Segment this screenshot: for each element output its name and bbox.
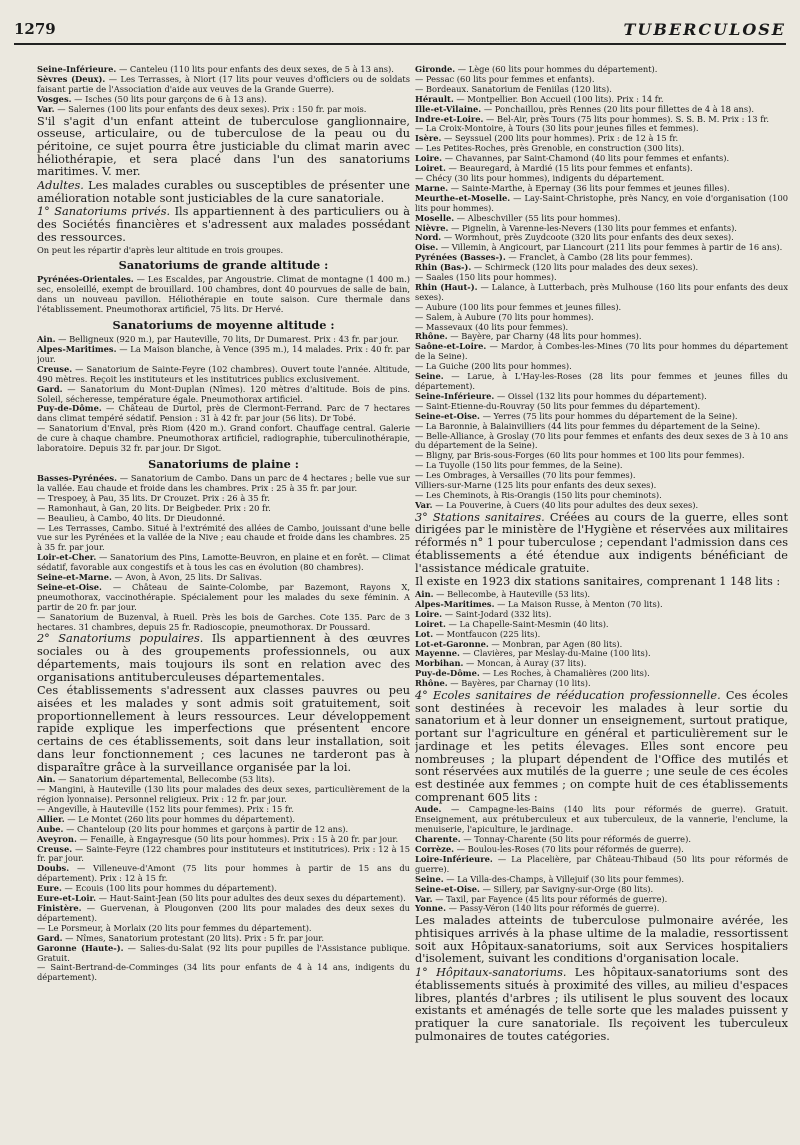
directory-entry <box>37 904 410 924</box>
entry-text: — Seyssuel (200 lits pour hommes). Prix : de 12 à 15 fr. <box>441 133 679 144</box>
lead-paragraph <box>37 180 410 205</box>
directory-entry <box>37 365 410 385</box>
department-name: Basses-Pyrénées. <box>37 472 117 483</box>
entry-text: — Montpellier. Bon Accueil (100 lits). Prix : 14 fr. <box>453 93 664 104</box>
entry-text: — Sanatorium départemental, Bellecombe (53 lits). <box>55 774 275 785</box>
lead-paragraph <box>415 967 788 1043</box>
entry-text: — Belligneux (920 m.), par Hauteville, 70 lits, Dr Dumarest. Prix : 43 fr. par jour. <box>55 334 399 345</box>
sub-entry: — Le Porsmeur, à Morlaix (20 lits pour femmes du département). <box>37 922 312 933</box>
sub-entry: — La Guiche (200 lits pour hommes). <box>415 361 572 372</box>
department-name: Creuse. <box>37 843 73 854</box>
department-name: Var. <box>415 893 433 904</box>
entry-text: — Château de Sainte-Colombe, par Bazemont, Rayons X, pneumothorax, vaccinothérapie. Spécialement pour les malades du sexe féminin. A partir de 20 fr. par jour. <box>37 581 410 612</box>
entry-text: — Moncan, à Auray (37 lits). <box>463 658 587 669</box>
directory-entry <box>415 501 788 511</box>
section-heading: Sanatoriums de grande altitude : <box>118 258 329 273</box>
department-name: Puy-de-Dôme. <box>37 403 102 414</box>
entry-text: — Salies-du-Salat (92 lits pour pupilles de l'Assistance publique. Gratuit. <box>37 942 410 963</box>
department-name: Marne. <box>415 182 449 193</box>
entry-text: — Sainte-Marthe, à Epernay (36 lits pour femmes et jeunes filles). <box>448 182 730 193</box>
department-name: Rhône. <box>415 331 448 342</box>
entry-text: — Bellecombe, à Hauteville (53 lits). <box>433 589 591 599</box>
department-name: Loiret. <box>415 618 446 629</box>
directory-entry <box>37 944 410 964</box>
department-name: Mayenne. <box>415 648 460 659</box>
entry-text: — La Pouverine, à Cuers (40 lits pour adultes des deux sexes). <box>432 499 699 510</box>
department-name: Eure. <box>37 883 62 894</box>
entry-text: — Sanatorium de Cambo. Dans un parc de 4 hectares ; belle vue sur la vallée. Eau chaude et froide dans les chambres. Prix : 25 à 35 fr. par jour. <box>37 472 410 493</box>
paragraph: On peut les répartir d'après leur altitude en trois groupes. <box>37 244 284 255</box>
directory-entry <box>415 805 788 835</box>
sub-entry: — Pessac (60 lits pour femmes et enfants). <box>415 73 595 84</box>
lead-text: Ils appartiennent à des particuliers ou à des Sociétés financières et s'adressent aux malades possédant des ressources. <box>37 205 410 244</box>
sub-entry: — Les Terrasses, Cambo. Situé à l'extrémité des allées de Cambo, jouissant d'une belle vue sur les Pyrénées et la vallée de la Nive ; eau chaude et froide dans les chambres. 25 à 35 fr. par jour. <box>37 522 410 553</box>
entry-text: — Ecouis (100 lits pour hommes du département). <box>61 883 277 894</box>
entry-text: — Les Escaldes, par Angoustrie. Climat de montagne (1 400 m.) sec, ensoleillé, exempt de brouillard. 100 chambres, dont 40 pourvues de salle de bain, dans un nouveau pavillon. Héliothérapie en toute saison. Cure thermale dans l'établissement. Pneumothorax artificiel, 75 lits. Dr Hervé. <box>37 274 410 315</box>
department-name: Yonne. <box>415 903 446 914</box>
entry-text: — Franclet, à Cambo (28 lits pour femmes). <box>505 252 693 263</box>
lead-term: 2° Sanatoriums populaires. <box>37 632 204 646</box>
department-name: Indre-et-Loire. <box>415 113 484 124</box>
sub-entry: — Salem, à Aubure (70 lits pour hommes). <box>415 311 594 322</box>
section-heading: Sanatoriums de moyenne altitude : <box>112 318 335 333</box>
entry-text: — Lège (60 lits pour hommes du département). <box>455 65 658 74</box>
lead-text: Créées au cours de la guerre, elles sont dirigées par le ministère de l'Hygiène et réservées aux militaires réformés n° 1 pour tuberculose ; cependant l'admission dans ces établissements a été étendue aux indigents bénéficiant de l'assistance médicale gratuite. <box>415 510 788 575</box>
entry-text: — Sanatorium des Pins, Lamotte-Beuvron, en plaine et en forêt. — Climat sédatif, favorable aux congestifs et à tous les cas en évolution (80 chambres). <box>37 552 410 573</box>
directory-entry <box>415 679 788 689</box>
department-name: Seine-Inférieure. <box>37 65 117 74</box>
entry-text: — Avon, à Avon, 25 lits. Dr Salivas. <box>111 572 263 583</box>
department-name: Garonne (Haute-). <box>37 942 124 953</box>
department-name: Charente. <box>415 834 461 845</box>
sub-entry: — Bordeaux. Sanatorium de Feniilas (120 lits). <box>415 83 612 94</box>
entry-text: — Pignelin, à Varenne-les-Nevers (130 lits pour femmes et enfants). <box>448 222 737 233</box>
department-name: Doubs. <box>37 863 70 874</box>
department-name: Seine. <box>415 371 444 382</box>
sub-entry: — Chécy (30 lits pour hommes), indigents du département. <box>415 172 665 183</box>
directory-entry <box>37 845 410 865</box>
sub-entry: — Massevaux (40 lits pour femmes). <box>415 321 569 332</box>
department-name: Rhin (Bas-). <box>415 262 472 273</box>
entry-text: — Château de Durtol, près de Clermont-Ferrand. Parc de 7 hectares dans climat tempéré sédatif. Pension : 31 à 42 fr. par jour (56 lits). Dr Tobé. <box>37 403 410 424</box>
department-name: Ain. <box>37 774 56 785</box>
directory-entry <box>37 553 410 573</box>
department-name: Pyrénées-Orientales. <box>37 274 134 285</box>
section-heading: Sanatoriums de plaine : <box>148 456 299 471</box>
entry-text: — Lalance, à Lutterbach, près Mulhouse (160 lits pour enfants des deux sexes). <box>415 281 788 302</box>
department-name: Saône-et-Loire. <box>415 341 487 352</box>
directory-entry <box>37 404 410 424</box>
entry-text: — Yerres (75 lits pour hommes du département de la Seine). <box>479 410 738 421</box>
department-name: Isère. <box>415 133 442 144</box>
lead-paragraph <box>37 206 410 244</box>
department-name: Puy-de-Dôme. <box>415 668 480 679</box>
directory-entry <box>415 904 788 914</box>
department-name: Eure-et-Loir. <box>37 893 97 904</box>
entry-text: — Ponchaillou, près Rennes (20 lits pour fillettes de 4 à 18 ans). <box>481 103 755 114</box>
lead-paragraph <box>37 685 410 774</box>
sub-entry: — Sanatorium d'Enval, près Riom (420 m.). Grand confort. Chauffage central. Galerie de cure à chaque chambre. Pneumothorax artificiel, radiographie, tuberculinothérapie, laboratoire. Depuis 32 fr. par jour. Dr Sigot. <box>37 423 410 454</box>
department-name: Seine-Inférieure. <box>415 390 495 401</box>
department-name: Nord. <box>415 232 442 243</box>
department-name: Nièvre. <box>415 222 449 233</box>
directory-entry <box>415 342 788 362</box>
entry-text: — Schirmeck (120 lits pour malades des deux sexes). <box>471 262 699 273</box>
directory-entry <box>37 864 410 884</box>
directory-entry <box>415 194 788 214</box>
department-name: Loire-Inférieure. <box>415 853 493 864</box>
entry-text: — Passy-Véron (140 lits pour réformés de guerre). <box>445 903 660 914</box>
entry-text: — Clavières, par Meslay-du-Maine (100 lits). <box>459 648 651 659</box>
department-name: Corrèze. <box>415 844 455 855</box>
lead-paragraph <box>415 915 788 966</box>
department-name: Ain. <box>415 589 434 599</box>
entry-text: — La Placelière, par Château-Thibaud (50 lits pour réformés de guerre). <box>415 853 788 874</box>
sub-entry: — Mangini, à Hauteville (130 lits pour malades des deux sexes, particulièrement de la région lyonnaise). Personnel religieux. Prix : 12 fr. par jour. <box>37 784 410 805</box>
entry-text: — Bel-Air, près Tours (75 lits pour hommes). S. S. B. M. Prix : 13 fr. <box>483 113 769 124</box>
sub-entry: — Saint-Etienne-du-Rouvray (50 lits pour femmes du département). <box>415 400 701 411</box>
entry-text: — Sanatorium du Mont-Duplan (Nîmes). 120 mètres d'altitude. Bois de pins. Soleil, sécheresse, température égale. Pneumothorax artificiel. <box>37 383 410 404</box>
department-name: Aube. <box>37 823 64 834</box>
sub-entry: — Saales (150 lits pour hommes). <box>415 272 557 283</box>
department-name: Meurthe-et-Moselle. <box>415 192 511 203</box>
department-name: Alpes-Maritimes. <box>415 598 495 609</box>
department-name: Morbihan. <box>415 658 464 669</box>
department-name: Lot. <box>415 628 434 639</box>
sub-entry: — Angeville, à Hauteville (152 lits pour femmes). Prix : 15 fr. <box>37 803 294 814</box>
sub-entry: — Sanatorium de Buzenval, à Rueil. Près les bois de Garches. Cote 135. Parc de 3 hectares. 31 chambres, depuis 25 fr. Radioscopie, pneumothorax. Dr Poussard. <box>37 611 410 632</box>
sub-entry: — Saint-Bertrand-de-Comminges (34 lits pour enfants de 4 à 14 ans, indigents du département). <box>37 962 410 983</box>
sub-entry: — Beaulieu, à Cambo, 40 lits. Dr Dieudonné. <box>37 512 226 523</box>
entry-text: — La Maison Russe, à Menton (70 lits). <box>494 598 663 609</box>
entry-text: — Larue, à L'Hay-les-Roses (28 lits pour femmes et jeunes filles du département). <box>415 371 788 391</box>
sub-entry: — Ramonhaut, à Gan, 20 lits. Dr Beigbeder. Prix : 20 fr. <box>37 502 271 513</box>
sub-entry: — Bligny, par Bris-sous-Forges (60 lits pour hommes et 100 lits pour femmes). <box>415 450 745 461</box>
sub-entry: — Les Cheminots, à Ris-Orangis (150 lits pour cheminots). <box>415 489 662 500</box>
department-name: Var. <box>415 499 433 510</box>
entry-text: — Villemin, à Angicourt, par Liancourt (211 lits pour femmes à partir de 16 ans). <box>438 242 783 253</box>
entry-text: — Saint-Jodard (332 lits). <box>442 608 552 619</box>
directory-entry <box>37 385 410 405</box>
lead-term: 4° Ecoles sanitaires de rééducation professionnelle. <box>415 689 721 703</box>
entry-text: — Chavannes, par Saint-Chamond (40 lits pour femmes et enfants). <box>442 153 730 164</box>
entry-text: — Haut-Saint-Jean (50 lits pour adultes des deux sexes du département). <box>96 893 406 904</box>
page-number: 1279 <box>14 20 56 38</box>
department-name: Ain. <box>37 334 56 345</box>
entry-text: — Taxil, par Fayence (45 lits pour réformés de guerre). <box>432 893 668 904</box>
entry-text: — Le Montet (260 lits pour hommes du département). <box>64 813 296 824</box>
sub-entry: — La Tuyolle (150 lits pour femmes, de la Seine). <box>415 460 623 471</box>
sub-entry: — Trespoey, à Pau, 35 lits. Dr Crouzet. Prix : 26 à 35 fr. <box>37 492 270 503</box>
department-name: Creuse. <box>37 363 73 374</box>
entry-text: — Montfaucon (225 lits). <box>433 628 541 639</box>
directory-entry <box>37 275 410 315</box>
entry-text: — Fenaille, à Engayresque (50 lits pour hommes). Prix : 15 à 20 fr. par jour. <box>76 833 399 844</box>
department-name: Finistère. <box>37 902 82 913</box>
lead-paragraph <box>37 633 410 684</box>
entry-text: — Canteleu (110 lits pour enfants des deux sexes, de 5 à 13 ans). <box>116 65 394 74</box>
entry-text: — Les Terrasses, à Niort (17 lits pour veuves d'officiers ou de soldats faisant partie de l'Association d'aide aux veuves de la Grande Guerre). <box>37 73 410 94</box>
entry-text: — Sillery, par Savigny-sur-Orge (80 lits). <box>479 883 654 894</box>
right-column <box>415 65 788 1139</box>
entry-text: — Isches (50 lits pour garçons de 6 à 13 ans). <box>71 93 267 104</box>
lead-text: Ils appartiennent à des œuvres sociales ou à des groupements professionnels, ou aux départements, mais toujours ils sont en relation avec des organisations antituberculeuses départementales. <box>37 632 410 684</box>
running-title: TUBERCULOSE <box>623 20 786 39</box>
entry-text: — Sainte-Feyre (122 chambres pour instituteurs et institutrices). Prix : 12 à 15 fr. par jour. <box>37 843 410 864</box>
directory-entry <box>37 105 410 115</box>
entry-text: — Boulou-les-Roses (70 lits pour réformés de guerre). <box>454 844 684 855</box>
entry-text: — Bayères, par Charnay (10 lits). <box>447 678 591 689</box>
directory-entry <box>37 474 410 494</box>
sub-entry: — Belle-Alliance, à Groslay (70 lits pour femmes et enfants des deux sexes de 3 à 10 ans du département de la Seine). <box>415 430 788 451</box>
entry-text: — Lay-Saint-Christophe, près Nancy, en voie d'organisation (100 lits pour hommes). <box>415 192 788 213</box>
left-column <box>37 65 410 1139</box>
entry-text: — Nîmes, Sanatorium protestant (20 lits). Prix : 5 fr. par jour. <box>62 932 324 943</box>
entry-text: — Villeneuve-d'Amont (75 lits pour hommes à partir de 15 ans du département). Prix : 12 à 15 fr. <box>37 863 410 884</box>
entry-text: — Bayère, par Charny (48 lits pour hommes). <box>447 331 642 342</box>
sub-entry: — Aubure (100 lits pour femmes et jeunes filles). <box>415 301 622 312</box>
department-name: Var. <box>37 103 55 114</box>
department-name: Seine-et-Oise. <box>415 410 480 421</box>
department-name: Gard. <box>37 383 63 394</box>
department-name: Loire. <box>415 153 443 164</box>
lead-paragraph <box>415 576 788 589</box>
department-name: Sèvres (Deux). <box>37 73 106 84</box>
department-name: Pyrénées (Basses-). <box>415 252 506 263</box>
entry-text: — La Maison blanche, à Vence (395 m.), 14 malades. Prix : 40 fr. par jour. <box>37 344 410 364</box>
directory-entry <box>37 345 410 365</box>
entry-text: — Chanteloup (20 lits pour hommes et garçons à partir de 12 ans). <box>63 823 349 834</box>
department-name: Allier. <box>37 813 65 824</box>
department-name: Loir-et-Cher. <box>37 552 97 563</box>
lead-term: 1° Hôpitaux-sanatoriums. <box>415 966 567 980</box>
lead-text: Ces établissements s'adressent aux classes pauvres ou peu aisées et les malades y sont admis soit gratuitement, soit proportionnellement à leurs ressources. Leur développement rapide explique les imperfections que présentent encore certains de ces établissements, soit dans leur installation, soit dans leur fonctionnement ; ces lacunes ne tarderont pas à disparaître grâce à la surveillance organisée par la loi. <box>37 684 410 774</box>
department-name: Aude. <box>415 804 442 815</box>
lead-text: Il existe en 1923 dix stations sanitaires, comprenant 1 148 lits : <box>415 575 781 589</box>
sub-entry: — Les Petites-Roches, près Grenoble, en construction (300 lits). <box>415 143 685 154</box>
entry-text: — Mardor, à Combes-les-Mines (70 lits pour hommes du département de la Seine). <box>415 341 788 362</box>
department-name: Rhône. <box>415 678 448 689</box>
entry-text: — Wormhout, près Zuydcoote (320 lits pour enfants des deux sexes). <box>441 232 734 243</box>
directory-entry <box>415 283 788 303</box>
lead-term: Adultes. <box>37 179 84 193</box>
entry-text: — Guervenan, à Plougonven (200 lits pour malades des deux sexes du département). <box>37 902 410 923</box>
department-name: Hérault. <box>415 93 454 104</box>
department-name: Seine-et-Marne. <box>37 572 112 583</box>
department-name: Alpes-Maritimes. <box>37 344 117 354</box>
lead-text: Ces écoles sont destinées à recevoir les malades à leur sortie du sanatorium et à leur donner un enseignement, surtout pratique, portant sur l'agriculture en général et particulièrement sur le jardinage et les petits élevages. Elles sont encore peu nombreuses ; la plupart dépendent de l'Office des mutilés et sont réservées aux mutilés de la guerre ; une seule de ces écoles est destinée aux femmes ; on compte huit de ces établissements comprenant 605 lits : <box>415 689 788 804</box>
entry-text: — Albeschviller (55 lits pour hommes). <box>454 212 621 223</box>
entry-text: — Salernes (100 lits pour enfants des deux sexes). Prix : 150 fr. par mois. <box>54 103 367 114</box>
sub-entry: — La Croix-Montoire, à Tours (30 lits pour jeunes filles et femmes). <box>415 123 699 134</box>
sub-entry: — Les Ombrages, à Versailles (70 lits pour femmes). <box>415 470 636 481</box>
page-header <box>14 20 786 42</box>
department-name: Ille-et-Vilaine. <box>415 103 482 114</box>
lead-paragraph <box>37 116 410 180</box>
department-name: Gironde. <box>415 65 456 74</box>
department-name: Lot-et-Garonne. <box>415 638 489 649</box>
department-name: Oise. <box>415 242 439 253</box>
lead-text: S'il s'agit d'un enfant atteint de tuberculose ganglionnaire, osseuse, articulaire, ou de tuberculose de la peau ou du péritoine, ce sujet pourra être justiciable du climat marin avec héliothérapie, et sera placé dans l'un des sanatoriums maritimes. V. mer. <box>37 114 410 179</box>
department-name: Rhin (Haut-). <box>415 281 478 292</box>
entry-text: — Beauregard, à Mardié (15 lits pour femmes et enfants). <box>445 163 693 174</box>
entry-text: — Monbran, par Agen (80 lits). <box>488 638 623 649</box>
department-name: Aveyron. <box>37 833 77 844</box>
directory-entry <box>415 372 788 392</box>
entry-text: — La Chapelle-Saint-Mesmin (40 lits). <box>445 618 609 629</box>
department-name: Gard. <box>37 932 63 943</box>
entry-text: — Tonnay-Charente (50 lits pour réformés de guerre). <box>460 834 691 845</box>
entry-text: — Oissel (132 lits pour hommes du département). <box>494 390 707 401</box>
department-name: Seine-et-Oise. <box>415 883 480 894</box>
entry-text: — Sanatorium de Sainte-Feyre (102 chambres). Ouvert toute l'année. Altitude, 490 mètres. Reçoit les instituteurs et les institutrices publics exclusivement. <box>37 363 410 384</box>
entry-text: — Campagne-les-Bains (140 lits pour réformés de guerre). Gratuit. Enseignement, aux prétuberculeux et aux tuberculeux, de la vannerie, l'enclume, la menuiserie, l'apiculture, le jardinage. <box>415 804 788 835</box>
lead-term: 1° Sanatoriums privés. <box>37 205 171 219</box>
directory-entry <box>37 75 410 95</box>
sub-entry: Villiers-sur-Marne (125 lits pour enfants des deux sexes). <box>415 480 657 491</box>
lead-paragraph <box>415 690 788 804</box>
lead-text: Les hôpitaux-sanatoriums sont des établissements situés à proximité des villes, au milieu d'espaces libres, plantés d'arbres ; ils utilisent le plus souvent des locaux existants et aménagés de telle sorte que les malades puissent y pratiquer la cure sanatoriale. Ils reçoivent les tuberculeux pulmonaires de toutes catégories. <box>415 966 788 1043</box>
entry-text: — La Villa-des-Champs, à Villejuif (30 lits pour femmes). <box>443 873 685 884</box>
lead-text: Les malades atteints de tuberculose pulmonaire avérée, les phtisiques arrivés à la phase ultime de la maladie, ressortissent soit aux Hôpitaux-sanatoriums, soit aux Services hospitaliers d'isolement, suivant les conditions d'organisation locale. <box>415 914 788 966</box>
department-name: Seine-et-Oise. <box>37 581 102 592</box>
directory-entry <box>415 855 788 875</box>
directory-entry <box>37 583 410 613</box>
sub-entry: — La Baronnie, à Balainvilliers (44 lits pour femmes du département de la Seine). <box>415 420 761 431</box>
department-name: Vosges. <box>37 93 72 104</box>
department-name: Seine. <box>415 873 444 884</box>
lead-term: 3° Stations sanitaires. <box>415 510 545 524</box>
department-name: Moselle. <box>415 212 455 223</box>
header-rule <box>14 43 786 45</box>
department-name: Loire. <box>415 608 443 619</box>
lead-paragraph <box>415 512 788 576</box>
entry-text: — Les Roches, à Chamalières (200 lits). <box>479 668 650 679</box>
department-name: Loiret. <box>415 163 446 174</box>
lead-text: Les malades curables ou susceptibles de présenter une amélioration notable sont justiciables de la cure sanatoriale. <box>37 179 410 205</box>
